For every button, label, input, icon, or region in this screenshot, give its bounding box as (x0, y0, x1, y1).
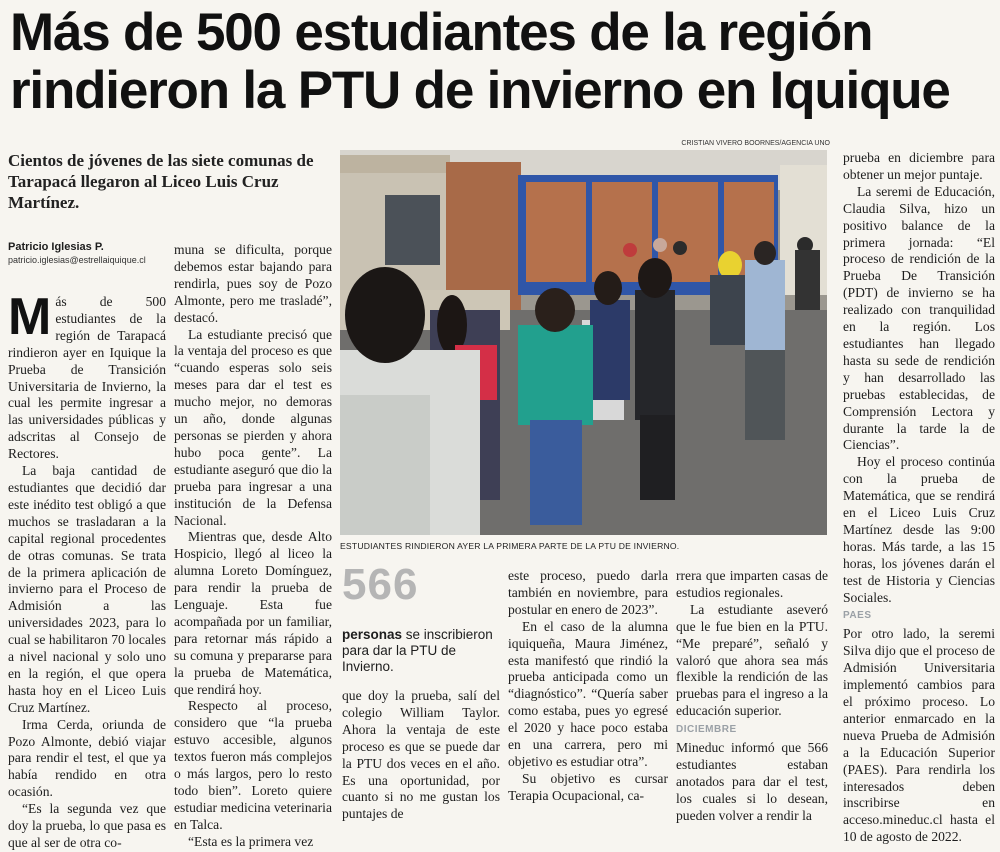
paragraph: “Esta es la primera vez (188, 833, 314, 849)
paragraph: Irma Cerda, oriunda de Pozo Almonte, debió viajar para rendir el test, el que ya había rendido en otra ocasión. (8, 716, 166, 800)
headline-line-2: rindieron la PTU de invierno en Iquique (10, 61, 950, 120)
paragraph: “Es la segunda vez que doy la prueba, lo que pasa es que al ser de otra co- (8, 801, 166, 850)
students-queue-illustration (340, 150, 827, 535)
stat-number: 566 (342, 560, 419, 609)
paragraph: La baja cantidad de estudiantes que decidió dar este inédito test obligó a que muchos se trasladaran a la capital regional procedentes de otras comunas. Se trata de la primera aplicación de invierno para el Proceso de Admisión a las universidades 2023, para lo cual se habilitaron 70 locales a nivel nacional y solo uno en la región, el que opera hasta hoy en el Liceo Luis Cruz Martínez. (8, 463, 166, 715)
paragraph: muna se dificulta, porque debemos estar bajando para rendirla, pues soy de Pozo Almonte, pero me trasladé”, destacó. (174, 242, 332, 325)
paragraph: prueba en diciembre para obtener un mejor puntaje. (843, 150, 995, 182)
headline-line-1: Más de 500 estudiantes de la región (10, 3, 873, 62)
paragraph: Mineduc informó que 566 estudiantes estaban anotados para dar el test, los cuales si lo desean, pueden volver a rendir la (676, 740, 828, 823)
section-heading: DICIEMBRE (676, 724, 737, 736)
subtitle: Cientos de jóvenes de las siete comunas de Tarapacá llegaron al Liceo Luis Cruz Martínez. (8, 151, 314, 212)
paragraph: que doy la prueba, salí del colegio William Taylor. Ahora la ventaja de este proceso es que se puede dar la PTU dos veces en el año. Es una oportunidad, por cuanto si no me gustan los puntajes de (342, 688, 500, 822)
news-photo (340, 150, 827, 535)
section-heading: PAES (843, 610, 872, 622)
paragraph: este proceso, puedo darla también en noviembre, para postular en enero de 2023”. (508, 568, 668, 617)
byline (8, 241, 173, 267)
photo-caption: ESTUDIANTES RINDIERON AYER LA PRIMERA PARTE DE LA PTU DE INVIERNO. (340, 541, 680, 551)
paragraph: Respecto al proceso, considero que “la prueba estuvo accesible, algunos textos fueron más complejos o más largos, pero lo resto todo bien”. Loreto quiere estudiar medicina veterinaria en Talca. (174, 698, 332, 832)
paragraph: La seremi de Educación, Claudia Silva, hizo un positivo balance de la primera jornada: “El proceso de rendición de la Prueba De Transición (PDT) de invierno se ha realizado con tranquilidad en la región. Los estudiantes han llegado hasta su sede de rendición y han desarrollado las pruebas establecidas, de Comprensión Lectora y durante la tarde la de Ciencias”. (843, 183, 995, 453)
headline (10, 4, 995, 120)
column-4 (676, 568, 828, 825)
paragraph: rrera que imparten casas de estudios regionales. (676, 568, 828, 600)
stat-bold: personas (342, 627, 403, 642)
paragraph: La estudiante aseveró que le fue bien en la PTU. “Me preparé”, señaló y valoró que ahora sea más flexible la rendición de las pruebas para el ingreso a la educación superior. (676, 601, 828, 719)
paragraph: La estudiante precisó que la ventaja del proceso es que “cuando esperas solo seis meses para dar el test es mucho mejor, no demoras un año, donde algunas personas se pierden y ahora hubo poca gente”. La estudiante aseguró que dio la prueba para ingresar a una institución de la Defensa Nacional. (174, 326, 332, 528)
column-1 (8, 288, 166, 852)
column-5 (843, 150, 995, 846)
lead-paragraph: Más de 500 estudiantes de la región de Tarapacá rindieron ayer en Iquique la Prueba de Transición Universitaria de Invierno, la cual les permite ingresar a las universidades públicas y adscritas al Consejo de Rectores. (8, 288, 166, 462)
drop-cap: M (8, 288, 52, 346)
author-email[interactable]: patricio.iglesias@estrellaiquique.cl (8, 255, 146, 265)
column-3-bottom (342, 688, 500, 823)
paragraph: Por otro lado, la seremi Silva dijo que el proceso de Admisión Universitaria implementó cambios para el próximo proceso. Lo anterior enmarcado en la nueva Prueba de Admisión a la Educación Superior (PAES). Para rendirla los interesados deben inscribirse en acceso.mineduc.cl hasta el 10 de agosto de 2022. (843, 626, 995, 845)
stat-text (342, 627, 502, 675)
column-3b (508, 568, 668, 805)
paragraph: Su objetivo es cursar Terapia Ocupacional, ca- (508, 770, 668, 803)
paragraph: En el caso de la alumna iquiqueña, Maura Jiménez, esta manifestó que rindió la prueba anticipada como un “diagnóstico”. “Quería saber como estaba, pues yo egresé el 2020 y hace poco estaba en una carrera, pero mi objetivo es estudiar otra”. (508, 618, 668, 769)
column-2 (174, 242, 332, 851)
author-name: Patricio Iglesias P. (8, 241, 104, 253)
photo-credit: CRISTIAN VIVERO BOORNES/AGENCIA UNO (681, 140, 830, 147)
stat-rest: se inscribieron para dar la PTU de Invierno. (342, 627, 493, 674)
paragraph: Hoy el proceso continúa con la prueba de Matemática, que se rendirá en el Liceo Luis Cruz Martínez desde las 9:00 horas. Más tarde, a las 15 horas, los jóvenes darán el test de Historia y Ciencias Sociales. (843, 454, 995, 605)
paragraph: Mientras que, desde Alto Hospicio, llegó al liceo la alumna Loreto Domínguez, para rendir la prueba de Lenguaje. Esta fue acompañada por un familiar, para retornar más rápido a su comuna y prepararse para la prueba de Matemática, que rendirá hoy. (174, 529, 332, 697)
